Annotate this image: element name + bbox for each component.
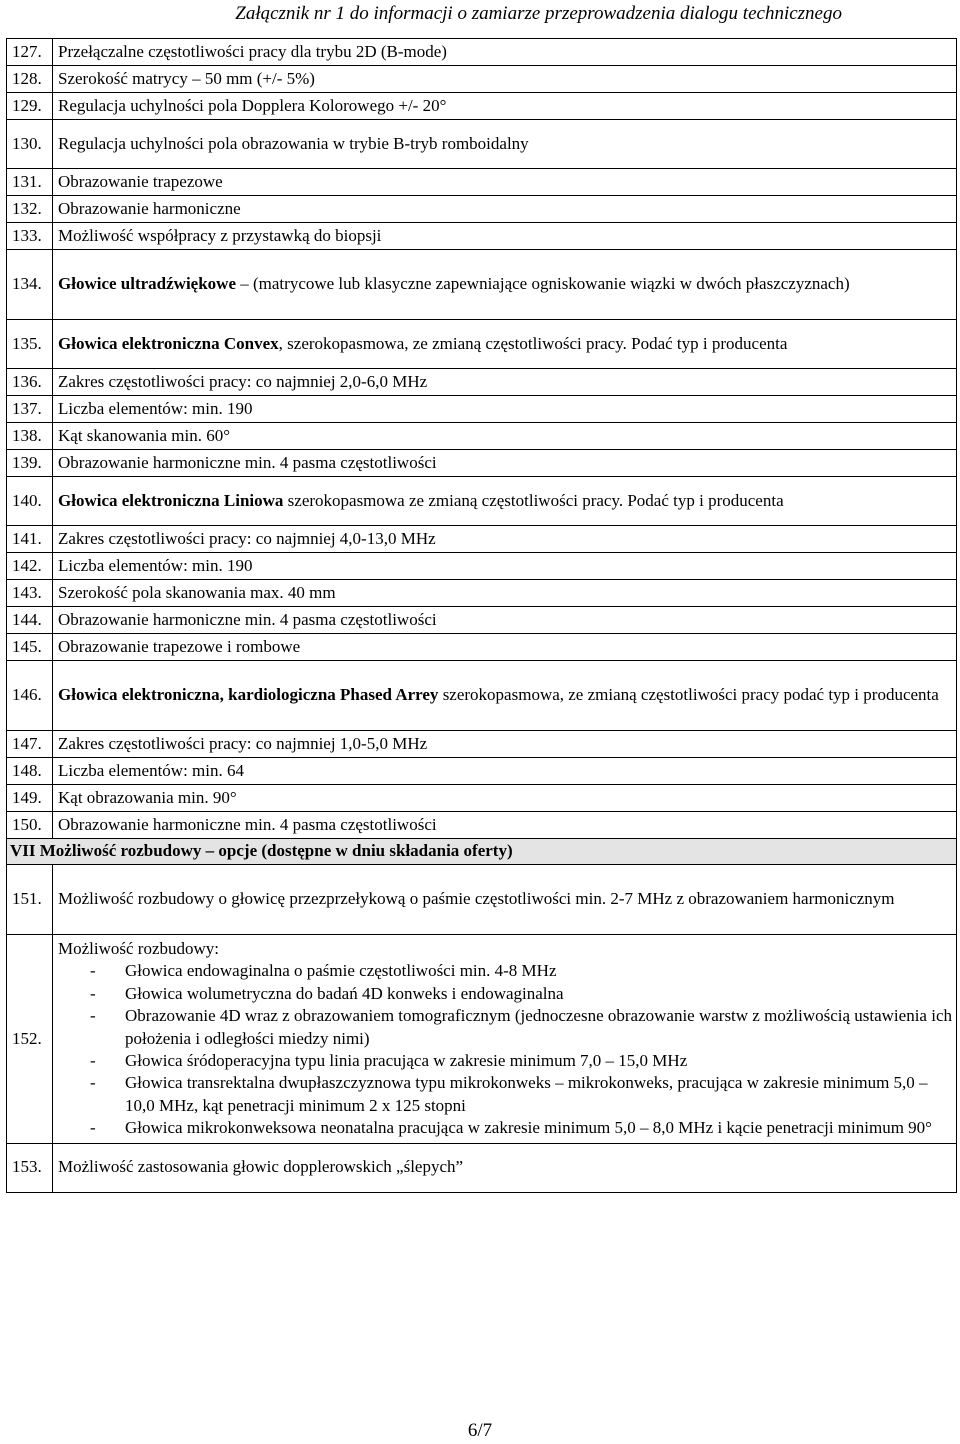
table-row [7, 580, 957, 607]
option-text: Głowica mikrokonweksowa neonatalna pracująca w zakresie minimum 5,0 – 8,0 MHz i kącie penetracji minimum 90° [125, 1118, 932, 1138]
item-description [53, 758, 957, 785]
table-row [7, 369, 957, 396]
option-item [58, 983, 956, 1005]
item-description [53, 661, 957, 731]
item-text: Obrazowanie harmoniczne min. 4 pasma częstotliwości [58, 814, 437, 834]
item-number: 129. [7, 93, 53, 120]
table-row [7, 223, 957, 250]
table-row [7, 250, 957, 320]
specification-table [6, 38, 957, 1193]
item-bold-heading: Głowica elektroniczna, kardiologiczna Phased Arrey [58, 685, 439, 705]
item-description: Możliwość zastosowania głowic dopplerowskich „ślepych” [53, 1143, 957, 1192]
table-row [7, 423, 957, 450]
item-description [53, 396, 957, 423]
document-header: Załącznik nr 1 do informacji o zamiarze przeprowadzenia dialogu technicznego [235, 3, 842, 24]
item-text: , szerokopasmowa, ze zmianą częstotliwości pracy. Podać typ i producenta [278, 333, 788, 353]
item-text: Zakres częstotliwości pracy: co najmniej 1,0-5,0 MHz [58, 733, 428, 753]
option-text: Głowica endowaginalna o paśmie częstotliwości min. 4-8 MHz [125, 961, 557, 981]
bullet-dash: - [90, 1051, 96, 1071]
item-number: 136. [7, 369, 53, 396]
item-description [53, 935, 957, 1144]
item-number: 140. [7, 477, 53, 526]
item-number: 135. [7, 320, 53, 369]
item-number: 144. [7, 607, 53, 634]
item-number: 132. [7, 196, 53, 223]
item-number: 130. [7, 120, 53, 169]
item-text: Przełączalne częstotliwości pracy dla trybu 2D (B-mode) [58, 41, 447, 61]
item-description [53, 369, 957, 396]
table-row [7, 450, 957, 477]
table-row [7, 396, 957, 423]
option-item [58, 1005, 956, 1050]
item-number: 142. [7, 553, 53, 580]
item-description [53, 66, 957, 93]
table-row [7, 634, 957, 661]
option-item [58, 1050, 956, 1072]
item-description [53, 169, 957, 196]
item-text: Obrazowanie trapezowe i rombowe [58, 636, 301, 656]
item-text: Szerokość matrycy – 50 mm (+/- 5%) [58, 68, 315, 88]
option-text: Obrazowanie 4D wraz z obrazowaniem tomograficznym (jednoczesne obrazowanie warstw z możliwością ustawienia ich położenia i odległości miedzy nimi) [125, 1006, 952, 1048]
item-number: 145. [7, 634, 53, 661]
option-item [58, 1072, 956, 1117]
item-number: 131. [7, 169, 53, 196]
bullet-dash: - [90, 1006, 96, 1026]
options-intro: Możliwość rozbudowy: [58, 939, 220, 958]
item-description [53, 812, 957, 839]
item-number: 127. [7, 39, 53, 66]
table-row [7, 169, 957, 196]
item-number: 133. [7, 223, 53, 250]
item-text: Kąt obrazowania min. 90° [58, 787, 237, 807]
item-text: Obrazowanie harmoniczne min. 4 pasma częstotliwości [58, 609, 437, 629]
item-description [53, 526, 957, 553]
option-text: Głowica transrektalna dwupłaszczyznowa typu mikrokonweks – mikrokonweks, pracująca w zakresie minimum 5,0 – 10,0 MHz, kąt penetracji minimum 2 x 125 stopni [125, 1073, 928, 1115]
item-number: 147. [7, 731, 53, 758]
item-text: szerokopasmowa, ze zmianą częstotliwości pracy podać typ i producenta [438, 685, 939, 705]
item-number: 153. [7, 1143, 53, 1192]
item-bold-heading: Głowice ultradźwiękowe [58, 274, 236, 294]
table-row [7, 785, 957, 812]
item-text: Zakres częstotliwości pracy: co najmniej 2,0-6,0 MHz [58, 371, 428, 391]
item-description [53, 450, 957, 477]
item-number: 137. [7, 396, 53, 423]
item-text: Możliwość rozbudowy o głowicę przezprzełykową o paśmie częstotliwości min. 2-7 MHz z obrazowaniem harmonicznym [58, 889, 895, 909]
item-bold-heading: Głowica elektroniczna Convex [58, 333, 279, 353]
table-row [7, 661, 957, 731]
item-description [53, 120, 957, 169]
item-number: 148. [7, 758, 53, 785]
table-row [7, 526, 957, 553]
section-header-row [7, 839, 957, 865]
item-number: 151. [7, 865, 53, 935]
item-number: 146. [7, 661, 53, 731]
item-description [53, 865, 957, 935]
item-description [53, 477, 957, 526]
item-description [53, 93, 957, 120]
item-number: 138. [7, 423, 53, 450]
table-row [7, 39, 957, 66]
item-text: Obrazowanie harmoniczne [58, 198, 241, 218]
table-row [7, 812, 957, 839]
item-text: – (matrycowe lub klasyczne zapewniające ogniskowanie wiązki w dwóch płaszczyznach) [236, 274, 850, 294]
item-number: 150. [7, 812, 53, 839]
item-number: 149. [7, 785, 53, 812]
item-number: 141. [7, 526, 53, 553]
item-text: Liczba elementów: min. 190 [58, 555, 253, 575]
bullet-dash: - [90, 961, 96, 981]
item-number: 152. [7, 935, 53, 1144]
item-number: 139. [7, 450, 53, 477]
table-row [7, 731, 957, 758]
item-description [53, 553, 957, 580]
item-text: Obrazowanie trapezowe [58, 171, 223, 191]
table-row [7, 66, 957, 93]
bullet-dash: - [90, 1118, 96, 1138]
table-row [7, 93, 957, 120]
section-title: VII Możliwość rozbudowy – opcje (dostępne w dniu składania oferty) [7, 839, 957, 865]
option-item [58, 1117, 956, 1139]
item-number: 134. [7, 250, 53, 320]
item-description [53, 785, 957, 812]
item-description [53, 223, 957, 250]
item-number: 143. [7, 580, 53, 607]
item-description [53, 320, 957, 369]
options-list [58, 960, 956, 1139]
item-text: Kąt skanowania min. 60° [58, 425, 231, 445]
item-text: Liczba elementów: min. 190 [58, 398, 253, 418]
item-description [53, 250, 957, 320]
bullet-dash: - [90, 1073, 96, 1093]
table-row [7, 477, 957, 526]
item-text: Szerokość pola skanowania max. 40 mm [58, 582, 336, 602]
table-row [7, 320, 957, 369]
specification-table-body [7, 39, 957, 1193]
table-row [7, 935, 957, 1144]
item-description [53, 607, 957, 634]
option-item [58, 960, 956, 982]
item-text: Regulacja uchylności pola Dopplera Kolorowego +/- 20° [58, 95, 447, 115]
item-text: Liczba elementów: min. 64 [58, 760, 244, 780]
table-row [7, 758, 957, 785]
item-description [53, 423, 957, 450]
item-description [53, 580, 957, 607]
item-description [53, 731, 957, 758]
page-number: 6/7 [467, 1420, 493, 1441]
table-row [7, 1143, 957, 1192]
table-row [7, 865, 957, 935]
option-text: Głowica wolumetryczna do badań 4D konweks i endowaginalna [125, 983, 564, 1003]
item-text: Możliwość współpracy z przystawką do biopsji [58, 225, 382, 245]
item-text: Obrazowanie harmoniczne min. 4 pasma częstotliwości [58, 452, 437, 472]
item-bold-heading: Głowica elektroniczna Liniowa [58, 490, 284, 510]
bullet-dash: - [90, 983, 96, 1003]
item-number: 128. [7, 66, 53, 93]
item-text: szerokopasmowa ze zmianą częstotliwości pracy. Podać typ i producenta [283, 490, 784, 510]
option-text: Głowica śródoperacyjna typu linia pracująca w zakresie minimum 7,0 – 15,0 MHz [125, 1051, 688, 1071]
item-description [53, 196, 957, 223]
table-row [7, 120, 957, 169]
item-text: Zakres częstotliwości pracy: co najmniej 4,0-13,0 MHz [58, 528, 436, 548]
table-row [7, 553, 957, 580]
item-description [53, 39, 957, 66]
item-text: Regulacja uchylności pola obrazowania w trybie B-tryb romboidalny [58, 133, 529, 153]
item-description [53, 634, 957, 661]
table-row [7, 607, 957, 634]
table-row [7, 196, 957, 223]
